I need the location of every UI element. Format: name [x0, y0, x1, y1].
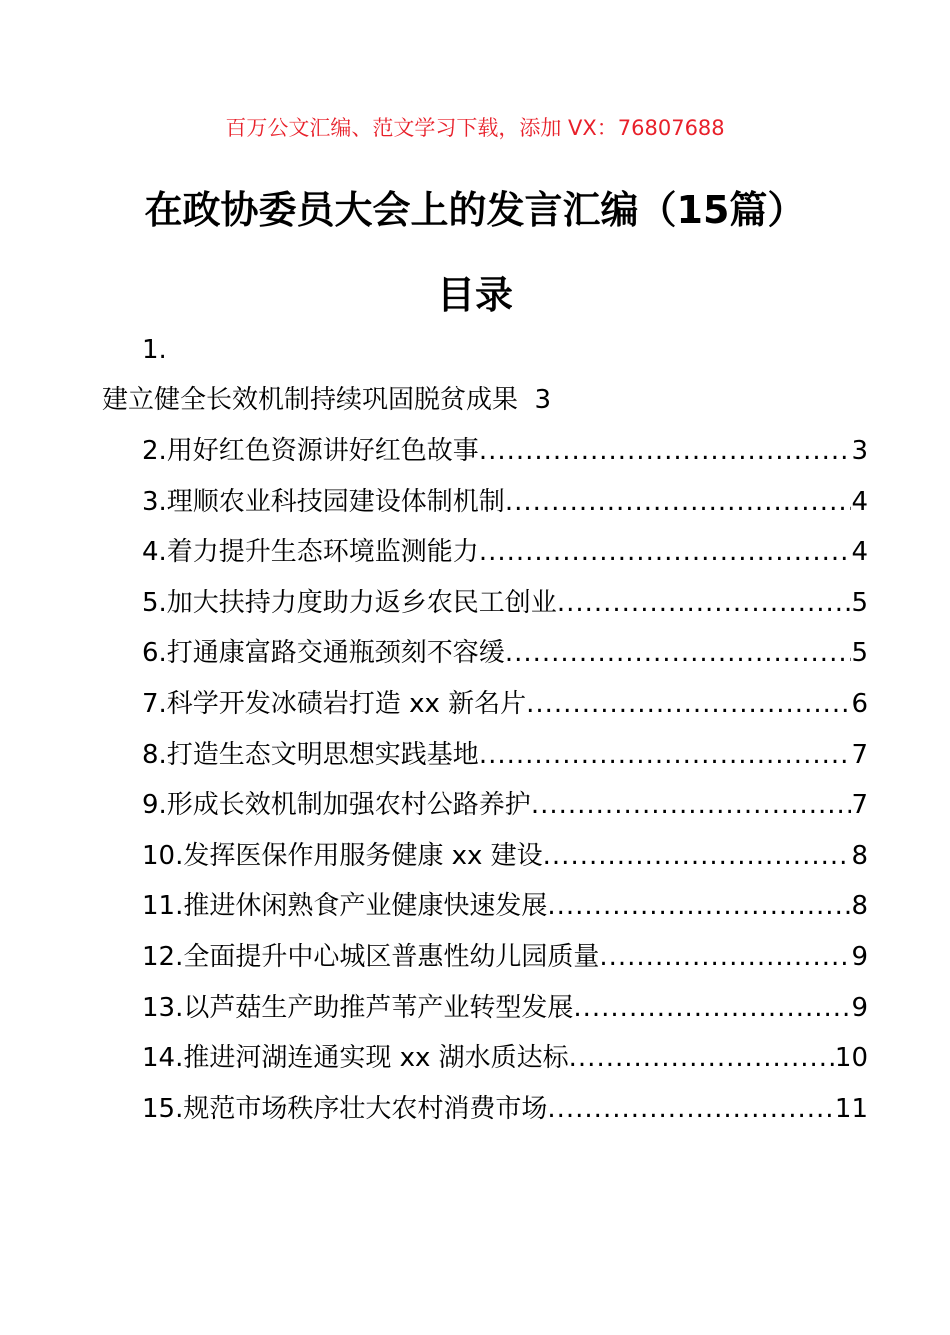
dot-leader [557, 584, 852, 622]
toc-entry[interactable] [142, 685, 868, 736]
toc-entry[interactable] [142, 887, 868, 938]
toc-entry[interactable] [142, 989, 868, 1040]
toc-entry-page: 6 [851, 688, 868, 719]
dot-leader [531, 786, 852, 824]
dot-leader [479, 533, 852, 571]
dot-leader [479, 432, 852, 470]
toc-entry-page: 10 [834, 1043, 868, 1074]
toc-entry-page: 8 [851, 891, 868, 922]
toc-entry-1-page: 3 [534, 385, 552, 415]
toc-entry-label: 9.形成长效机制加强农村公路养护 [142, 790, 531, 821]
toc-entry-1[interactable] [102, 382, 551, 418]
toc-entry-label: 15.规范市场秩序壮大农村消费市场 [142, 1093, 548, 1124]
toc-entry-page: 8 [851, 840, 868, 871]
toc-entry[interactable] [142, 837, 868, 888]
toc-entry-label: 13.以芦菇生产助推芦苇产业转型发展 [142, 992, 574, 1023]
toc-entry-label: 11.推进休闲熟食产业健康快速发展 [142, 891, 548, 922]
toc-entry-page: 4 [851, 537, 868, 568]
toc-entry-page: 4 [851, 486, 868, 517]
toc-heading: 目录 [436, 273, 513, 317]
toc-entry-label: 8.打造生态文明思想实践基地 [142, 739, 479, 770]
toc-entry[interactable] [142, 634, 868, 685]
toc-entry[interactable] [142, 1090, 868, 1141]
toc-entry[interactable] [142, 786, 868, 837]
toc-entry-page: 5 [851, 587, 868, 618]
dot-leader [505, 634, 852, 672]
toc-entry-page: 5 [851, 638, 868, 669]
toc-entry[interactable] [142, 938, 868, 989]
dot-leader [573, 989, 851, 1027]
toc-entry-page: 9 [851, 941, 868, 972]
toc-entry-label: 2.用好红色资源讲好红色故事 [142, 436, 479, 466]
dot-leader [547, 887, 851, 925]
toc-entry-page: 11 [834, 1093, 868, 1124]
toc-entry-label: 4.着力提升生态环境监测能力 [142, 537, 479, 568]
toc-entry-label: 10.发挥医保作用服务健康 xx 建设 [142, 840, 543, 871]
toc-entry-label: 7.科学开发冰碛岩打造 xx 新名片 [142, 688, 527, 719]
toc-entry[interactable] [142, 483, 868, 534]
dot-leader [599, 938, 851, 976]
toc-entry-1-number: 1. [142, 335, 167, 365]
table-of-contents [142, 432, 868, 1140]
toc-entry[interactable] [142, 432, 868, 483]
toc-entry-page: 7 [851, 790, 868, 821]
toc-entry-page: 9 [851, 992, 868, 1023]
toc-entry-label: 3.理顺农业科技园建设体制机制 [142, 486, 505, 517]
dot-leader [543, 837, 852, 875]
toc-entry-page: 7 [851, 739, 868, 770]
dot-leader [569, 1039, 835, 1077]
toc-entry-label: 14.推进河湖连通实现 xx 湖水质达标 [142, 1043, 569, 1074]
toc-entry[interactable] [142, 533, 868, 584]
toc-entry[interactable] [142, 736, 868, 787]
toc-entry-label: 6.打通康富路交通瓶颈刻不容缓 [142, 638, 505, 669]
dot-leader [547, 1090, 835, 1128]
toc-entry[interactable] [142, 584, 868, 635]
toc-entry-label: 5.加大扶持力度助力返乡农民工创业 [142, 587, 557, 618]
toc-entry-page: 3 [851, 436, 868, 466]
watermark-text: 百万公文汇编、范文学习下载，添加 VX：76807688 [225, 116, 725, 140]
toc-entry[interactable] [142, 1039, 868, 1090]
dot-leader [505, 483, 852, 521]
dot-leader [526, 685, 851, 723]
document-title: 在政协委员大会上的发言汇编（15篇） [144, 188, 806, 232]
toc-entry-label: 12.全面提升中心城区普惠性幼儿园质量 [142, 941, 600, 972]
dot-leader [479, 736, 852, 774]
toc-entry-1-label: 建立健全长效机制持续巩固脱贫成果 [102, 385, 519, 415]
